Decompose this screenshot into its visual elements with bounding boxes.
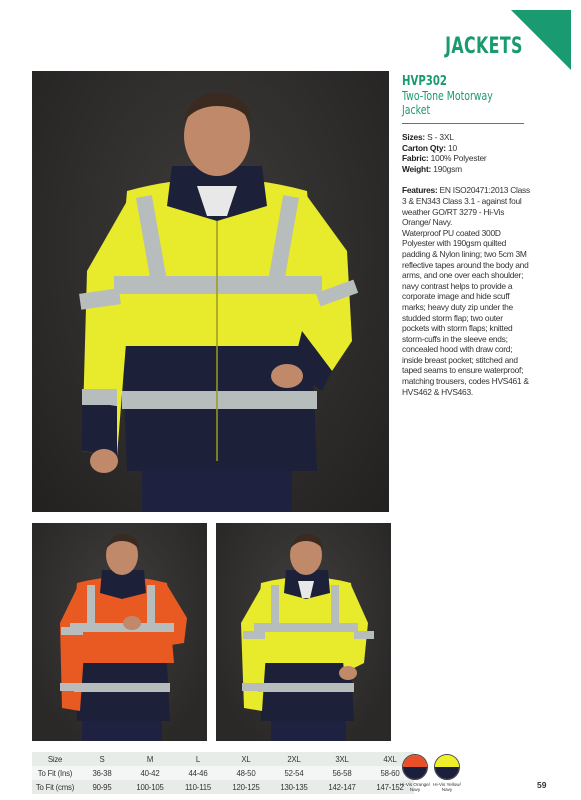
table-cell: 142-147 [318, 780, 366, 794]
table-row [32, 766, 414, 780]
swatch-label-orange: Hi-Vis Orange/ Navy [399, 782, 431, 793]
table-cell: 36-38 [78, 766, 126, 780]
size-header-cell: S [78, 752, 126, 766]
page-number: 59 [537, 780, 547, 790]
swatch-yellow-navy [434, 754, 460, 780]
yellow-variant-photo [216, 523, 391, 741]
table-cell: 44-46 [174, 766, 222, 780]
features-text: Features: EN ISO20471:2013 Class 3 & EN343 Class 3.1 - against foul weather GO/RT 3279 - Hi-Vis Orange/ Navy. [402, 185, 530, 228]
product-name-line1: Two-Tone Motorway [402, 89, 493, 103]
table-cell: 110-115 [174, 780, 222, 794]
product-description: Waterproof PU coated 300D Polyester with 190gsm quilted padding & Nylon lining; two 5cm 3M reflective tapes around the body and arms, and one over each shoulder; navy contrast helps to provide a corporate image and hide scuff marks; heavy duty zip under the studded storm flap; two outer pockets with storm flaps; knitted storm-cuffs in the sleeve ends; concealed hood with draw cord; inside breast pocket; stitched and taped seams to ensure waterproof; matching trousers, codes HVS461 & HVS462 & HVS463. [402, 227, 529, 397]
size-table-header [32, 752, 414, 766]
table-cell: 58-60 [366, 766, 414, 780]
main-product-photo [32, 71, 389, 512]
size-header-cell: XL [222, 752, 270, 766]
table-cell: 52-54 [270, 766, 318, 780]
spec-fabric: Fabric: 100% Polyester [402, 153, 487, 164]
table-cell: 120-125 [222, 780, 270, 794]
table-row [32, 780, 414, 794]
section-title: JACKETS [445, 34, 523, 59]
table-cell: 147-152 [366, 780, 414, 794]
orange-variant-photo [32, 523, 207, 741]
divider [402, 123, 524, 124]
spec-carton-qty: Carton Qty: 10 [402, 142, 457, 153]
size-header-cell: M [126, 752, 174, 766]
size-header-cell: 3XL [318, 752, 366, 766]
swatch-label-yellow: Hi-Vis Yellow/ Navy [433, 782, 461, 793]
product-info [402, 74, 530, 397]
table-cell: 100-105 [126, 780, 174, 794]
product-code: HVP302 [402, 74, 447, 89]
table-cell: 48-50 [222, 766, 270, 780]
size-header-cell: 2XL [270, 752, 318, 766]
product-name-line2: Jacket [402, 103, 431, 117]
swatch-orange-navy [402, 754, 428, 780]
row-label: To Fit (cms) [32, 780, 78, 794]
spec-sizes: Sizes: S - 3XL [402, 132, 454, 142]
row-label: To Fit (Ins) [32, 766, 78, 780]
size-header-cell: 4XL [366, 752, 414, 766]
size-table [32, 752, 414, 794]
table-cell: 40-42 [126, 766, 174, 780]
size-header-cell: L [174, 752, 222, 766]
table-cell: 90-95 [78, 780, 126, 794]
table-cell: 130-135 [270, 780, 318, 794]
spec-weight: Weight: 190gsm [402, 163, 462, 174]
size-header-cell: Size [32, 752, 78, 766]
table-cell: 56-58 [318, 766, 366, 780]
